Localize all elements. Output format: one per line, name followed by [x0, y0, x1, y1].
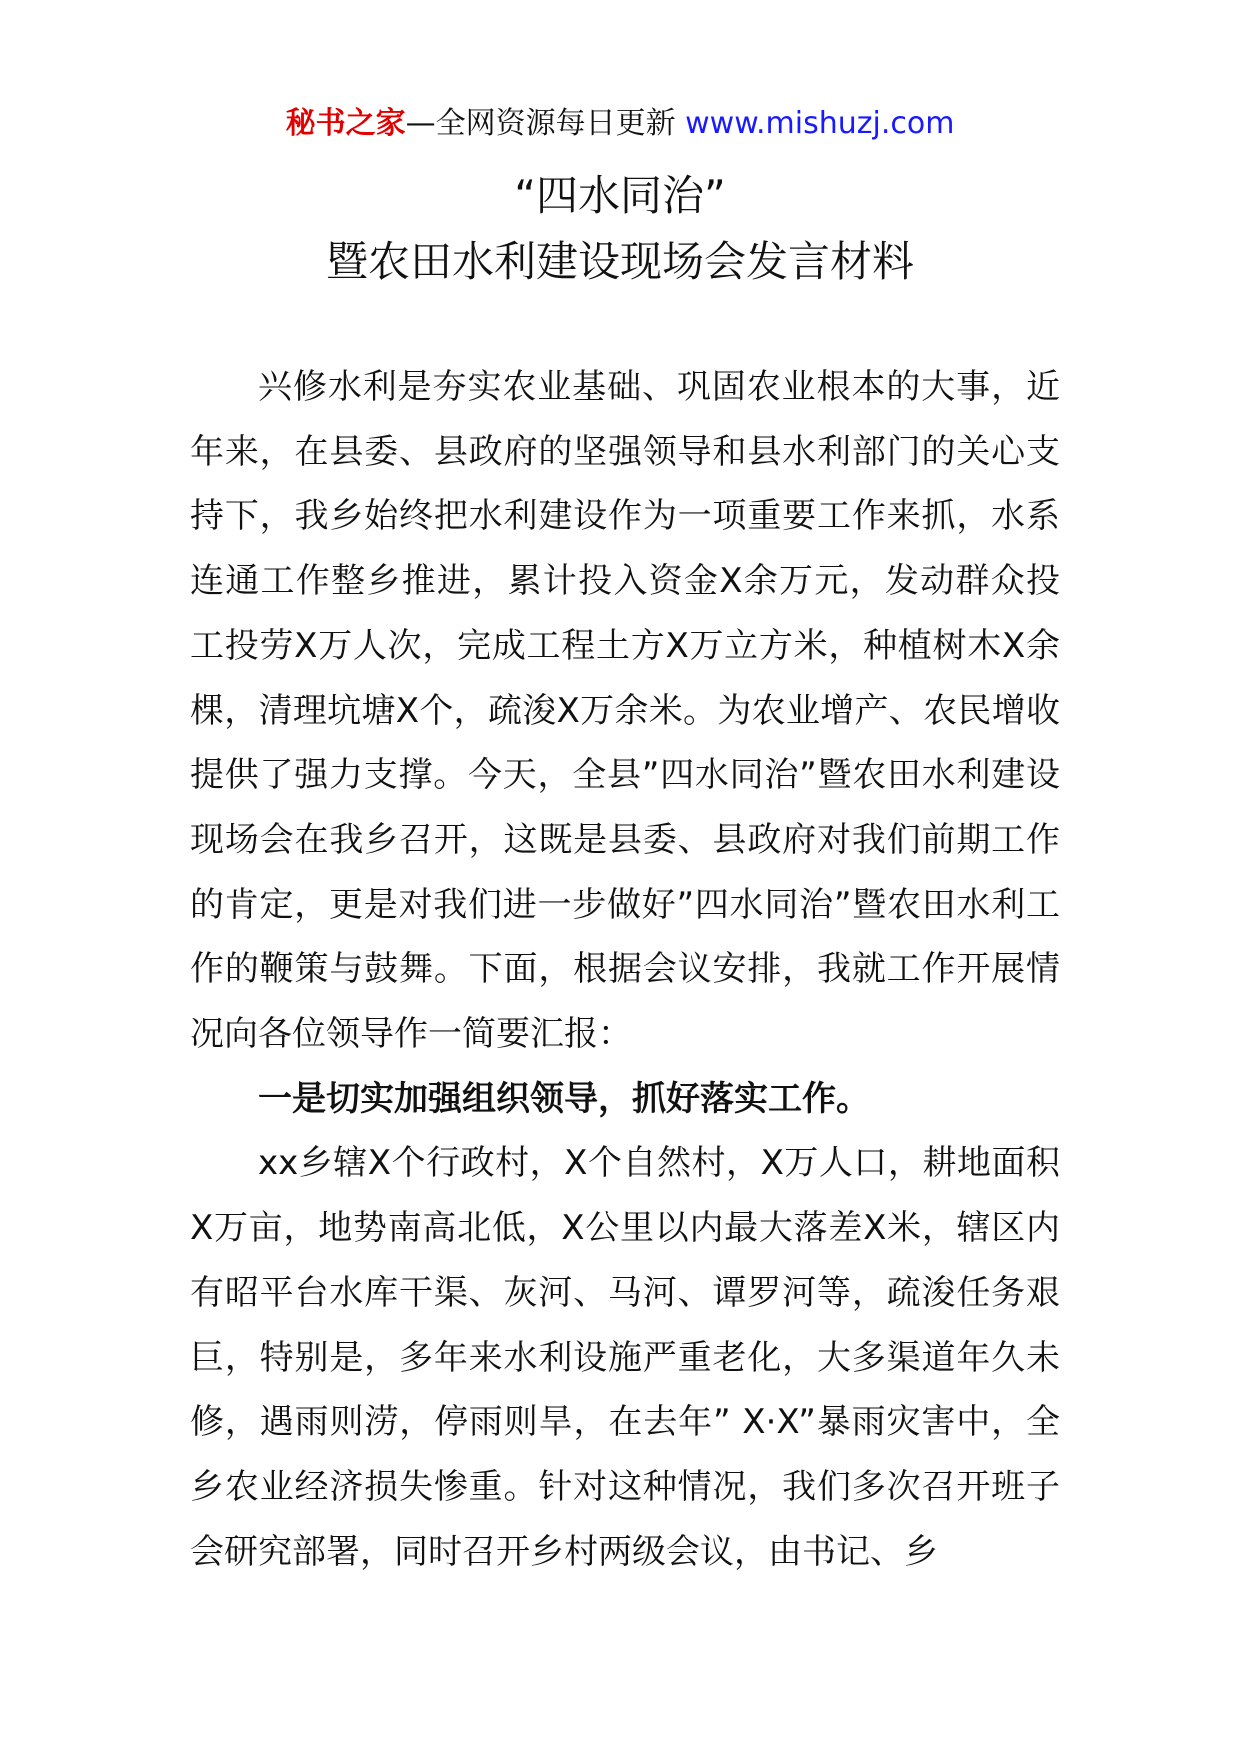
header-banner: [0, 102, 1240, 146]
brand-name: 秘书之家: [285, 106, 406, 141]
document-title-line-1: “四水同治”: [514, 171, 726, 220]
section-heading-1: 一是切实加强组织领导，抓好落实工作。: [258, 1078, 870, 1119]
body-paragraph-2: xx乡辖X个行政村，X个自然村，X万人口，耕地面积X万亩，地势南高北低，X公里以内最大落差X米，辖区内有昭平台水库干渠、灰河、马河、谭罗河等，疏浚任务艰巨，特别是，多年来水利设施严重老化，大多渠道年久未修，遇雨则涝，停雨则旱，在去年” X·X”暴雨灾害中，全乡农业经济损失惨重。针对这种情况，我们多次召开班子会研究部署，同时召开乡村两级会议，由书记、乡: [190, 1143, 1060, 1572]
brand-tagline: —全网资源每日更新: [405, 106, 686, 141]
document-body: [190, 355, 1060, 1584]
body-paragraph-1: 兴修水利是夯实农业基础、巩固农业根本的大事，近年来，在县委、县政府的坚强领导和县水利部门的关心支持下，我乡始终把水利建设作为一项重要工作来抓，水系连通工作整乡推进，累计投入资金X余万元，发动群众投工投劳X万人次，完成工程土方X万立方米，种植树木X余棵，清理坑塘X个，疏浚X万余米。为农业增产、农民增收提供了强力支撑。今天，全县”四水同治”暨农田水利建设现场会在我乡召开，这既是县委、县政府对我们前期工作的肯定，更是对我们进一步做好”四水同治”暨农田水利工作的鞭策与鼓舞。下面，根据会议安排，我就工作开展情况向各位领导作一简要汇报：: [190, 367, 1060, 1055]
document-title-line-2: 暨农田水利建设现场会发言材料: [325, 237, 914, 286]
site-link[interactable]: www.mishuzj.com: [685, 106, 955, 141]
